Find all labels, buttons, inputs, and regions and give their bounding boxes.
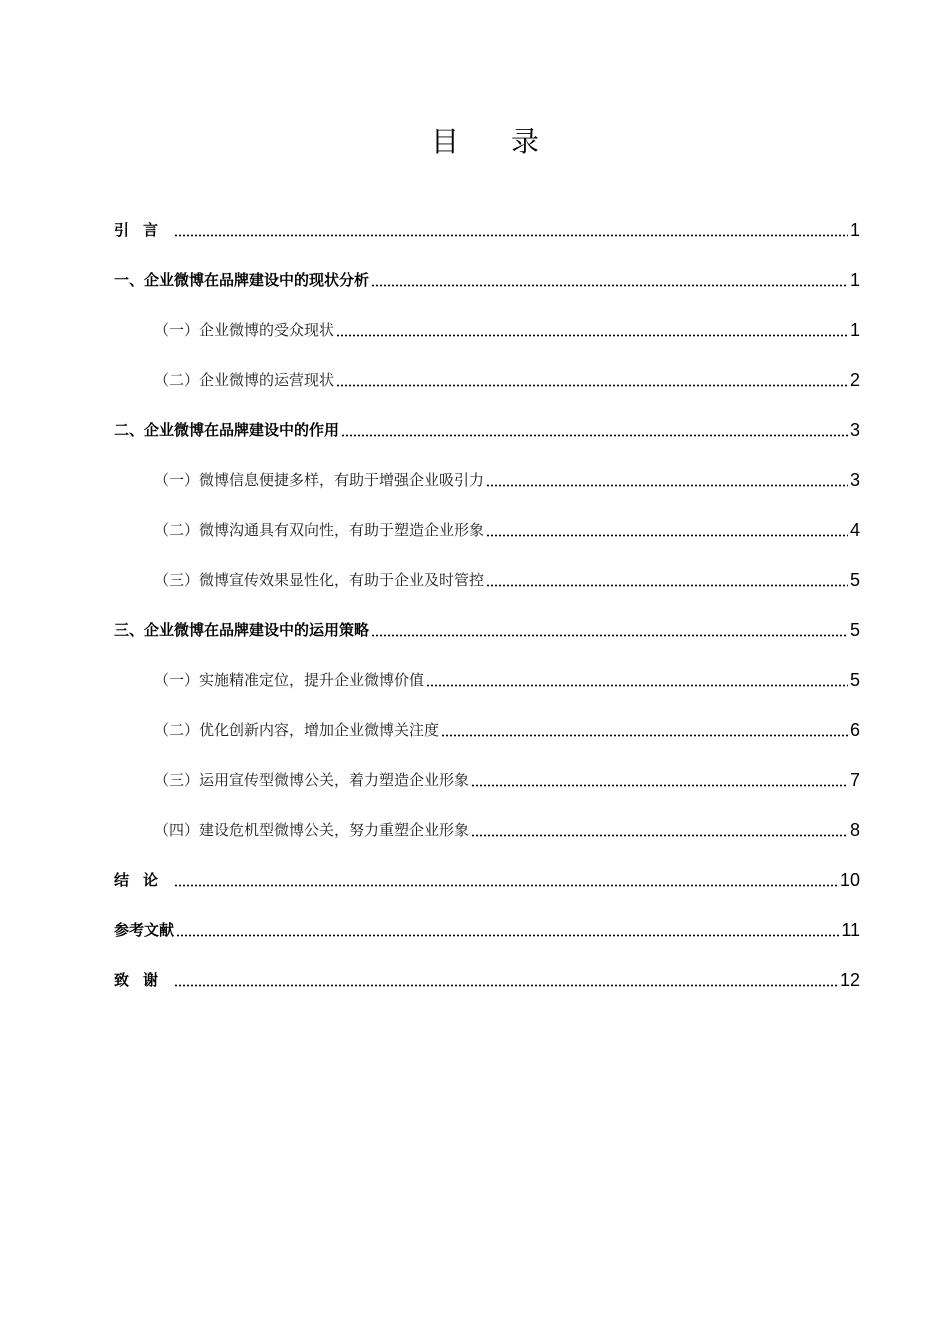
toc-entry-section-1-1[interactable] [114,296,860,346]
toc-entry-label: （二）优化创新内容，增加企业微博关注度 [154,721,440,739]
toc-entry-page: 4 [849,520,860,540]
toc-title [0,122,950,162]
toc-entry-label: 二、企业微博在品牌建设中的作用 [114,421,340,439]
toc-entry-label: （三）运用宣传型微博公关，着力塑造企业形象 [154,771,470,789]
toc-entry-label: （一）企业微博的受众现状 [154,321,335,339]
toc-entry-section-2-2[interactable] [114,496,860,546]
dot-leader [441,734,848,737]
toc-entry-section-2[interactable] [114,396,860,446]
toc-entry-section-3-2[interactable] [114,696,860,746]
toc-entry-label: 一、企业微博在品牌建设中的现状分析 [114,271,370,289]
toc-entry-section-2-3[interactable] [114,546,860,596]
dot-leader [336,334,848,337]
toc-entry-page: 2 [849,370,860,390]
toc-entry-acknowledgements[interactable] [114,946,860,996]
toc-entry-label: （四）建设危机型微博公关，努力重塑企业形象 [154,821,470,839]
toc-entry-section-2-1[interactable] [114,446,860,496]
dot-leader [471,834,848,837]
dot-leader [486,584,848,587]
toc-entry-label: （一）实施精准定位，提升企业微博价值 [154,671,425,689]
toc-entry-section-1-2[interactable] [114,346,860,396]
toc-entry-label: 引言 [114,221,173,239]
toc-entry-label: （二）企业微博的运营现状 [154,371,335,389]
toc-entry-page: 1 [849,320,860,340]
toc-entry-references[interactable] [114,896,860,946]
toc-entry-label: 三、企业微博在品牌建设中的运用策略 [114,621,370,639]
toc-entry-section-3[interactable] [114,596,860,646]
toc-entry-section-1[interactable] [114,246,860,296]
toc-entry-label: （三）微博宣传效果显性化，有助于企业及时管控 [154,571,485,589]
toc-entry-label: （一）微博信息便捷多样，有助于增强企业吸引力 [154,471,485,489]
table-of-contents [114,196,860,996]
dot-leader [336,384,848,387]
toc-entry-page: 1 [849,220,860,240]
toc-entry-page: 6 [849,720,860,740]
toc-entry-page: 11 [841,920,860,940]
toc-entry-page: 3 [849,420,860,440]
toc-entry-label: （二）微博沟通具有双向性，有助于塑造企业形象 [154,521,485,539]
toc-entry-label: 致谢 [114,971,173,989]
toc-entry-page: 5 [849,620,860,640]
toc-entry-page: 12 [839,970,860,990]
dot-leader [371,284,848,287]
dot-leader [341,434,848,437]
toc-entry-page: 1 [849,270,860,290]
dot-leader [174,984,838,987]
dot-leader [486,534,848,537]
toc-entry-page: 3 [849,470,860,490]
toc-entry-label: 参考文献 [114,921,175,939]
toc-entry-section-3-3[interactable] [114,746,860,796]
dot-leader [486,484,848,487]
dot-leader [471,784,848,787]
dot-leader [371,634,848,637]
dot-leader [174,234,848,237]
toc-entry-page: 7 [849,770,860,790]
toc-entry-label: 结论 [114,871,173,889]
toc-entry-page: 5 [849,570,860,590]
dot-leader [176,934,839,937]
toc-entry-conclusion[interactable] [114,846,860,896]
toc-title-char-2: 录 [511,125,540,158]
toc-title-char-1: 目 [430,125,459,158]
dot-leader [174,884,838,887]
toc-entry-page: 5 [849,670,860,690]
dot-leader [426,684,848,687]
toc-entry-page: 8 [849,820,860,840]
toc-entry-section-3-4[interactable] [114,796,860,846]
toc-entry-section-3-1[interactable] [114,646,860,696]
toc-entry-page: 10 [839,870,860,890]
toc-entry-introduction[interactable] [114,196,860,246]
